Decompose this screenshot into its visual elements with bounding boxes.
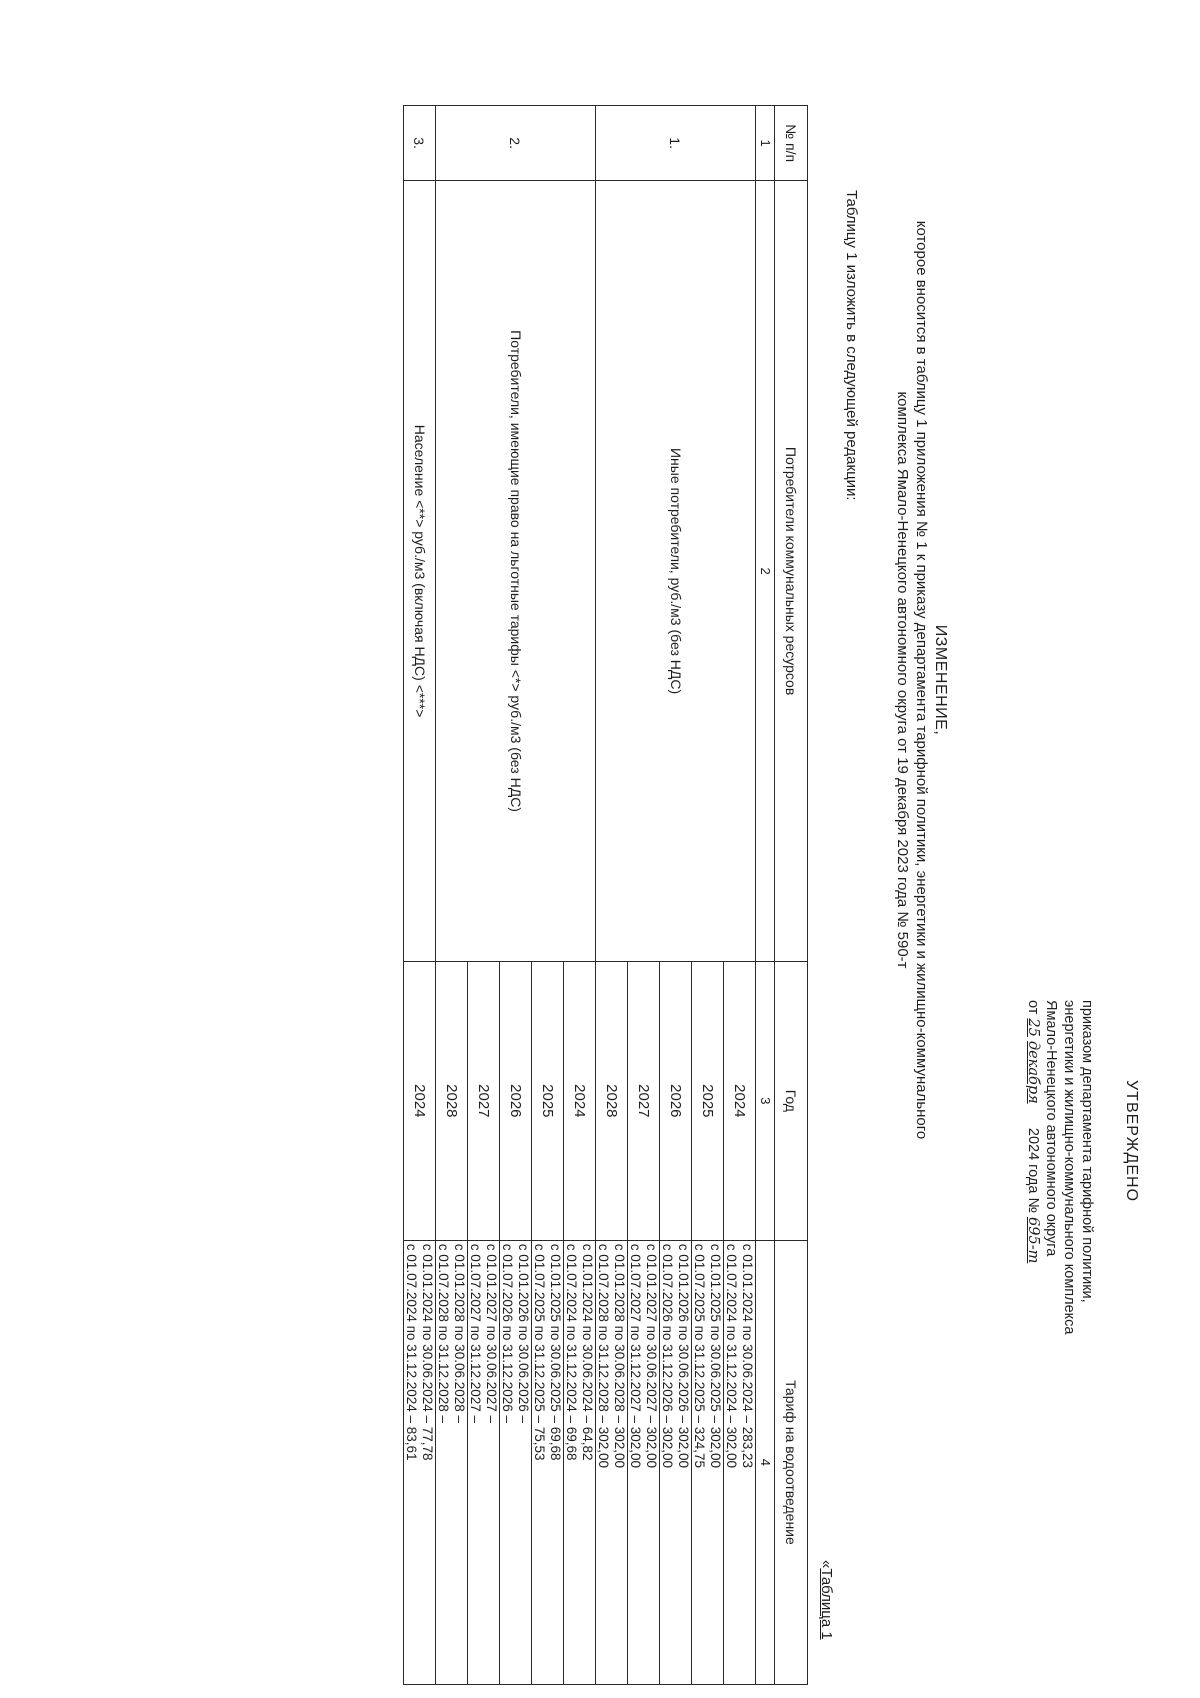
document-subtitle-line-1: которое вносится в таблицу 1 приложения № 1 к приказу департамента тарифной политики, энергетики и жилищно-коммунального	[913, 220, 930, 1140]
column-number-row	[756, 106, 775, 1685]
date-prefix: от	[1025, 1000, 1041, 1015]
tariff-cell	[628, 1240, 660, 1684]
tariff-period: с 01.07.2024 по 31.12.2024 – 69,68	[564, 1243, 580, 1461]
tariff-cell	[500, 1240, 532, 1684]
year-cell: 2026	[500, 961, 532, 1240]
document-title-block	[893, 80, 950, 1280]
col-number-4: 4	[756, 1240, 775, 1684]
tariff-cell	[692, 1240, 724, 1684]
tariff-cell	[404, 1240, 436, 1684]
tariff-period: с 01.01.2026 по 30.06.2026 –	[516, 1243, 531, 1424]
approved-line-1: приказом департамента тарифной политики,	[1079, 1000, 1095, 1303]
tariff-period: с 01.01.2028 по 30.06.2028 – 302,00	[612, 1243, 627, 1469]
year-cell: 2027	[468, 961, 500, 1240]
tariff-period: с 01.01.2027 по 30.06.2027 –	[484, 1243, 499, 1424]
tariff-period: с 01.01.2025 по 30.06.2025 – 69,68	[548, 1243, 563, 1461]
tariff-period: с 01.01.2024 по 30.06.2024 – 64,82	[580, 1243, 595, 1461]
table-row	[564, 106, 596, 1685]
consumer-name: Иные потребители, руб./м3 (без НДС)	[596, 181, 756, 962]
col-number-3: 3	[756, 961, 775, 1240]
tariff-table	[403, 105, 808, 1685]
date-day: 25	[1025, 1018, 1041, 1037]
tariff-period: с 01.07.2027 по 31.12.2027 – 302,00	[628, 1243, 644, 1469]
header-year: Год	[775, 961, 808, 1240]
document-subtitle-line-2: комплекса Ямало-Ненецкого автономного округа от 19 декабря 2023 года № 590-т	[894, 391, 911, 969]
tariff-cell	[564, 1240, 596, 1684]
tariff-period: с 01.01.2025 по 30.06.2025 – 302,00	[708, 1243, 723, 1469]
year-cell: 2025	[692, 961, 724, 1240]
approved-date-line	[1024, 1000, 1042, 1263]
table-row	[724, 106, 756, 1685]
consumer-name: Потребители, имеющие право на льготные тарифы <*> руб./м3 (без НДС)	[436, 181, 596, 962]
table-row	[404, 106, 436, 1685]
table-header-row	[775, 106, 808, 1685]
tariff-period: с 01.07.2027 по 31.12.2027 –	[468, 1243, 484, 1424]
tariff-period: с 01.07.2028 по 31.12.2028 –	[436, 1243, 452, 1424]
tariff-cell	[724, 1240, 756, 1684]
date-year: 2024 года №	[1025, 1127, 1041, 1214]
tariff-period: с 01.07.2026 по 31.12.2026 – 302,00	[660, 1243, 676, 1469]
year-cell: 2024	[404, 961, 436, 1240]
year-cell: 2027	[628, 961, 660, 1240]
year-cell: 2028	[436, 961, 468, 1240]
tariff-period: с 01.01.2026 по 30.06.2026 – 302,00	[676, 1243, 691, 1469]
consumer-name: Население <**> руб./м3 (включая НДС) <***>	[404, 181, 436, 962]
approved-line-3: Ямало-Ненецкого автономного округа	[1043, 1000, 1059, 1257]
tariff-period: с 01.07.2024 по 31.12.2024 – 83,61	[404, 1243, 420, 1461]
tariff-cell	[532, 1240, 564, 1684]
col-number-2: 2	[756, 181, 775, 962]
year-cell: 2024	[564, 961, 596, 1240]
tariff-period: с 01.07.2024 по 31.12.2024 – 302,00	[724, 1243, 740, 1469]
row-number: 1.	[596, 106, 756, 181]
year-cell: 2026	[660, 961, 692, 1240]
table-label	[818, 1560, 835, 1640]
tariff-period: с 01.01.2024 по 30.06.2024 – 77,78	[420, 1243, 435, 1461]
tariff-period: с 01.07.2025 по 31.12.2025 – 324,75	[692, 1243, 708, 1469]
tariff-period: с 01.01.2027 по 30.06.2027 – 302,00	[644, 1243, 659, 1469]
row-number: 2.	[436, 106, 596, 181]
tariff-cell	[596, 1240, 628, 1684]
header-tariff: Тариф на водоотведение	[775, 1240, 808, 1684]
table-label-text: Таблица 1	[818, 1568, 835, 1640]
tariff-period: с 01.07.2028 по 31.12.2028 – 302,00	[596, 1243, 612, 1469]
document-title: ИЗМЕНЕНИЕ,	[932, 624, 949, 736]
year-cell: 2024	[724, 961, 756, 1240]
header-number: № п/п	[775, 106, 808, 181]
approved-line-2: энергетики и жилищно-коммунального комплекса	[1061, 1000, 1077, 1335]
table-label-quote: «	[818, 1560, 835, 1569]
tariff-cell	[660, 1240, 692, 1684]
order-number: 695-т	[1025, 1217, 1041, 1264]
approved-heading: УТВЕРЖДЕНО	[1123, 1080, 1140, 1203]
tariff-period: с 01.07.2025 по 31.12.2025 – 75,53	[532, 1243, 548, 1461]
year-cell: 2028	[596, 961, 628, 1240]
tariff-period: с 01.07.2026 по 31.12.2026 –	[500, 1243, 516, 1424]
intro-text: Таблицу 1 изложить в следующей редакции:	[843, 190, 860, 501]
tariff-period: с 01.01.2024 по 30.06.2024 – 283,23	[740, 1243, 755, 1469]
col-number-1: 1	[756, 106, 775, 181]
header-consumers: Потребители коммунальных ресурсов	[775, 181, 808, 962]
tariff-period: с 01.01.2028 по 30.06.2028 –	[452, 1243, 467, 1424]
row-number: 3.	[404, 106, 436, 181]
date-month: декабря	[1025, 1040, 1041, 1104]
tariff-cell	[436, 1240, 468, 1684]
tariff-cell	[468, 1240, 500, 1684]
year-cell: 2025	[532, 961, 564, 1240]
